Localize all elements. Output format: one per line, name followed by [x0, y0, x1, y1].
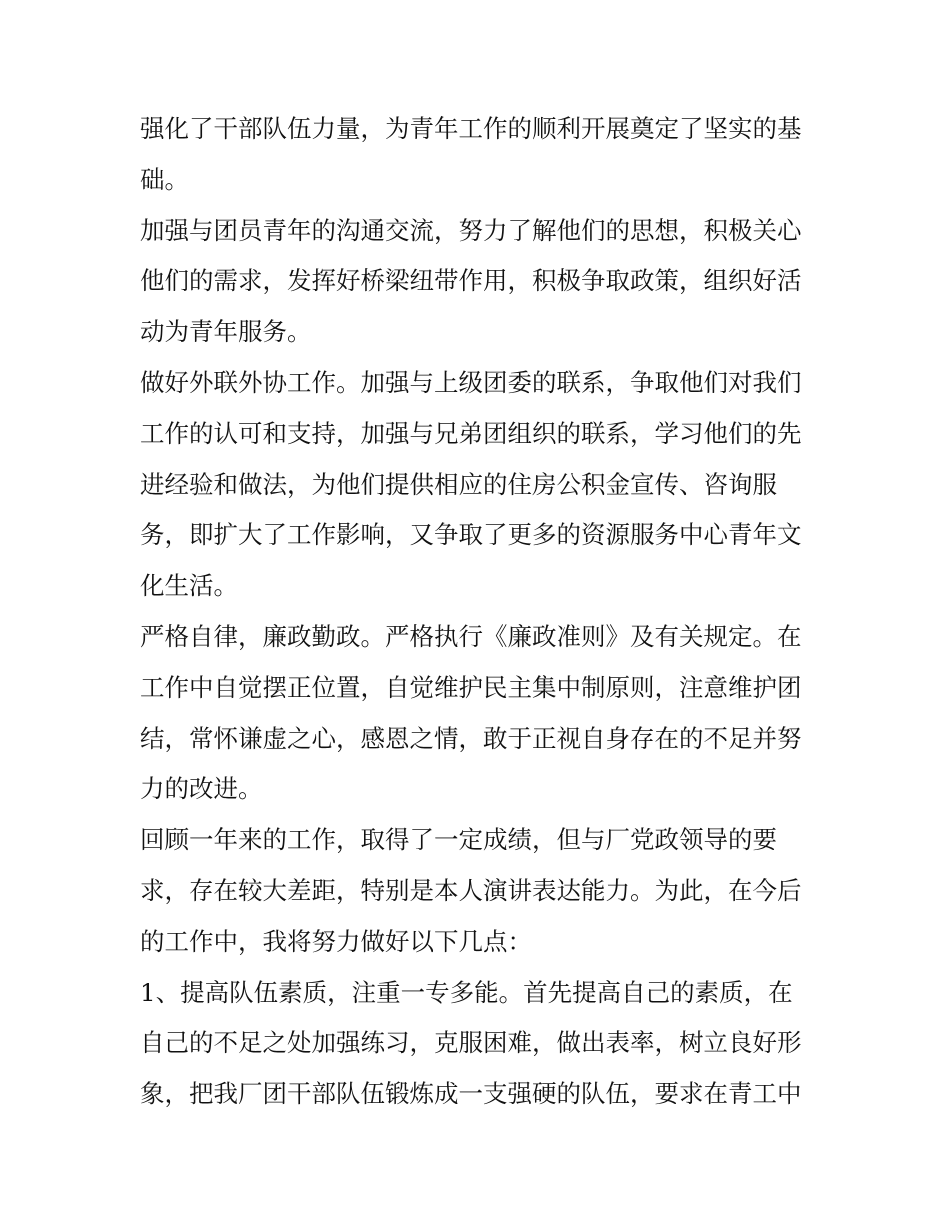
- text-line: 回顾一年来的工作，取得了一定成绩，但与厂党政领导的要: [140, 825, 777, 855]
- text-line: 化生活。: [140, 571, 238, 601]
- text-line: 求，存在较大差距，特别是本人演讲表达能力。为此，在今后: [140, 875, 802, 905]
- text-line: 自己的不足之处加强练习，克服困难，做出表率，树立良好形: [140, 1028, 802, 1058]
- text-line: 础。: [140, 164, 189, 194]
- text-line: 进经验和做法，为他们提供相应的住房公积金宣传、咨询服: [140, 469, 777, 499]
- text-line: 做好外联外协工作。加强与上级团委的联系，争取他们对我们: [140, 367, 802, 397]
- text-line: 严格自律，廉政勤政。严格执行《廉政准则》及有关规定。在: [140, 621, 802, 651]
- text-line: 的工作中，我将努力做好以下几点：: [140, 926, 532, 956]
- text-line: 象，把我厂团干部队伍锻炼成一支强硬的队伍，要求在青工中: [140, 1079, 802, 1109]
- text-line: 动为青年服务。: [140, 317, 312, 347]
- text-line: 1、提高队伍素质，注重一专多能。首先提高自己的素质，在: [140, 977, 793, 1007]
- text-line: 工作中自觉摆正位置，自觉维护民主集中制原则，注意维护团: [140, 672, 802, 702]
- text-line: 加强与团员青年的沟通交流，努力了解他们的思想，积极关心: [140, 215, 802, 245]
- text-line: 他们的需求，发挥好桥梁纽带作用，积极争取政策，组织好活: [140, 266, 802, 296]
- text-line: 务，即扩大了工作影响，又争取了更多的资源服务中心青年文: [140, 520, 802, 550]
- text-line: 工作的认可和支持，加强与兄弟团组织的联系，学习他们的先: [140, 418, 802, 448]
- document-body: [140, 104, 812, 1120]
- text-line: 力的改进。: [140, 774, 263, 804]
- text-line: 结，常怀谦虚之心，感恩之情，敢于正视自身存在的不足并努: [140, 723, 802, 753]
- text-line: 强化了干部队伍力量，为青年工作的顺利开展奠定了坚实的基: [140, 114, 802, 143]
